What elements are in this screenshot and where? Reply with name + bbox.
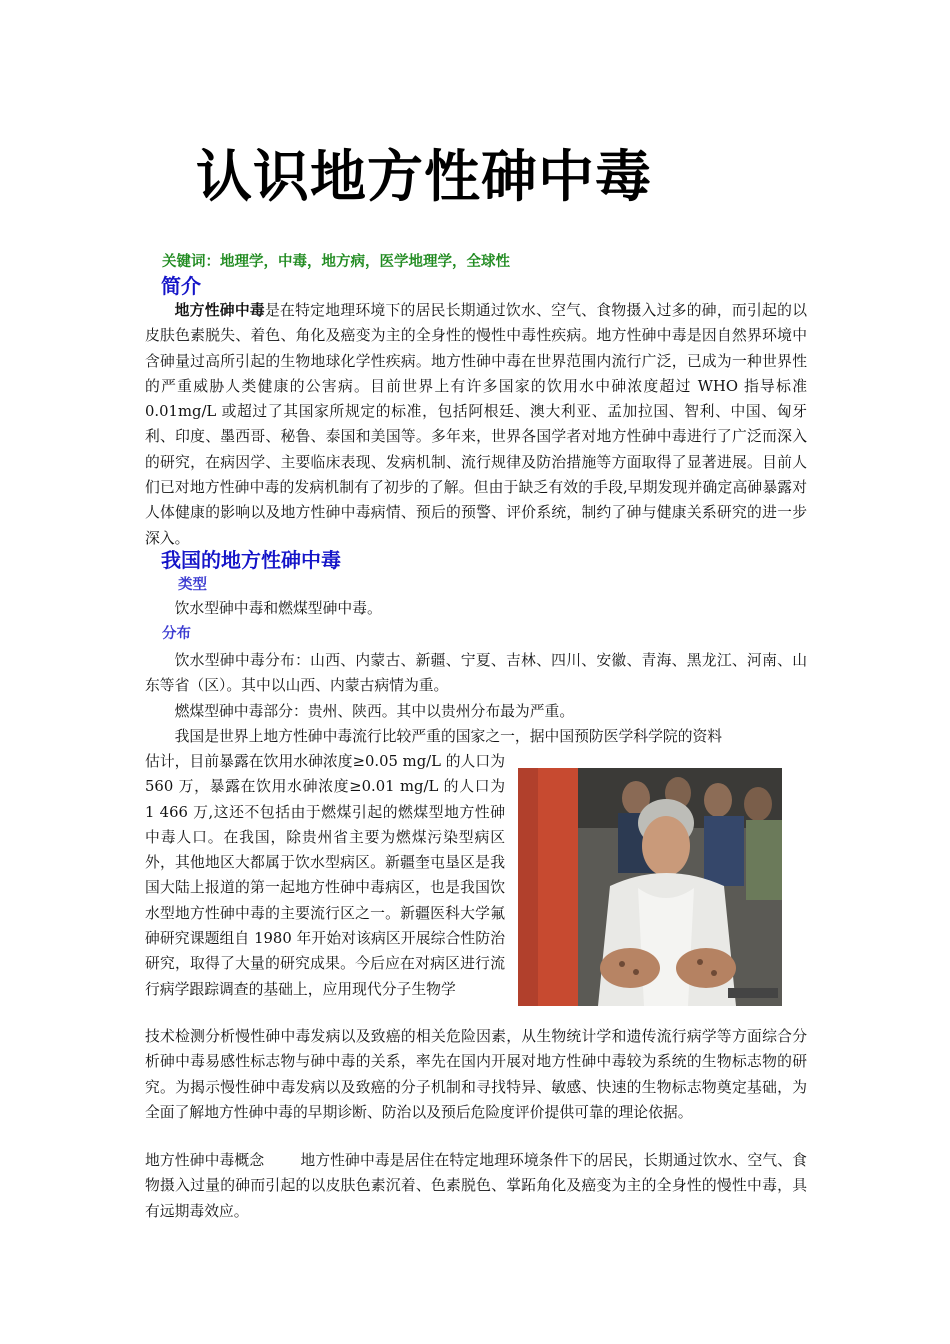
page-title: 认识地方性砷中毒 (196, 145, 652, 210)
china-heading: 我国的地方性砷中毒 (161, 548, 341, 572)
type-heading: 类型 (178, 577, 207, 593)
patient-photo (518, 768, 782, 1006)
distribution-water-paragraph: 饮水型砷中毒分布：山西、内蒙古、新疆、宁夏、吉林、四川、安徽、青海、黑龙江、河南、山东等省（区）。其中以山西、内蒙古病情为重。 (145, 652, 807, 695)
concept-label: 地方性砷中毒概念 (145, 1152, 265, 1169)
distribution-coal-paragraph: 燃煤型砷中毒部分：贵州、陕西。其中以贵州分布最为严重。 (174, 703, 575, 720)
type-paragraph: 饮水型砷中毒和燃煤型砷中毒。 (174, 600, 382, 617)
china-lead-paragraph: 我国是世界上地方性砷中毒流行比较严重的国家之一，据中国预防医学科学院的资料 (174, 728, 723, 745)
intro-paragraph (145, 298, 807, 551)
intro-text: 是在特定地理环境下的居民长期通过饮水、空气、食物摄入过多的砷，而引起的以皮肤色素脱失、着色、角化及癌变为主的全身性的慢性中毒性疾病。地方性砷中毒是因自然界环境中含砷量过高所引起的生物地球化学性疾病。地方性砷中毒在世界范围内流行广泛，已成为一种世界性的严重威胁人类健康的公害病。目前世界上有许多国家的饮用水中砷浓度超过 WHO 指导标准 0.01mg/L 或超过了其国家所规定的标准，包括阿根廷、澳大利亚、孟加拉国、智利、中国、匈牙利、印度、墨西哥、秘鲁、泰国和美国等。多年来，世界各国学者对地方性砷中毒进行了广泛而深入的研究，在病因学、主要临床表现、发病机制、流行规律及防治措施等方面取得了显著进展。目前人们已对地方性砷中毒的发病机制有了初步的了解。但由于缺乏有效的手段,早期发现并确定高砷暴露对人体健康的影响以及地方性砷中毒病情、预后的预警、评价系统，制约了砷与健康关系研究的进一步深入。 (145, 302, 807, 547)
china-wrap-paragraph: 估计，目前暴露在饮用水砷浓度≥0.05 mg/L 的人口为 560 万，暴露在饮用水砷浓度≥0.01 mg/L 的人口为 1 466 万,这还不包括由于燃煤引起的燃煤型地方性砷中毒人口。在我国，除贵州省主要为燃煤污染型病区外，其他地区大都属于饮水型病区。新疆奎屯垦区是我国大陆上报道的第一起地方性砷中毒病区，也是我国饮水型地方性砷中毒的主要流行区之一。新疆医科大学氟砷研究课题组自 1980 年开始对该病区开展综合性防治研究，取得了大量的研究成果。今后应在对病区进行流行病学跟踪调查的基础上，应用现代分子生物学 (145, 753, 505, 998)
keywords-line: 关键词：地理学，中毒，地方病，医学地理学，全球性 (162, 254, 510, 270)
intro-heading: 简介 (161, 274, 201, 298)
china-tail-paragraph: 技术检测分析慢性砷中毒发病以及致癌的相关危险因素，从生物统计学和遗传流行病学等方面综合分析砷中毒易感性标志物与砷中毒的关系，率先在国内开展对地方性砷中毒较为系统的生物标志物的研究。为揭示慢性砷中毒发病以及致癌的分子机制和寻找特异、敏感、快速的生物标志物奠定基础，为全面了解地方性砷中毒的早期诊断、防治以及预后危险度评价提供可靠的理论依据。 (145, 1028, 807, 1121)
intro-term: 地方性砷中毒 (174, 302, 265, 319)
concept-paragraph (145, 1148, 807, 1224)
distribution-heading: 分布 (162, 626, 191, 642)
concept-text: 地方性砷中毒是居住在特定地理环境条件下的居民，长期通过饮水、空气、食物摄入过量的砷而引起的以皮肤色素沉着、色素脱色、掌跖角化及癌变为主的全身性的慢性中毒，具有远期毒效应。 (145, 1152, 807, 1220)
patient-photo-illustration (518, 768, 782, 1006)
